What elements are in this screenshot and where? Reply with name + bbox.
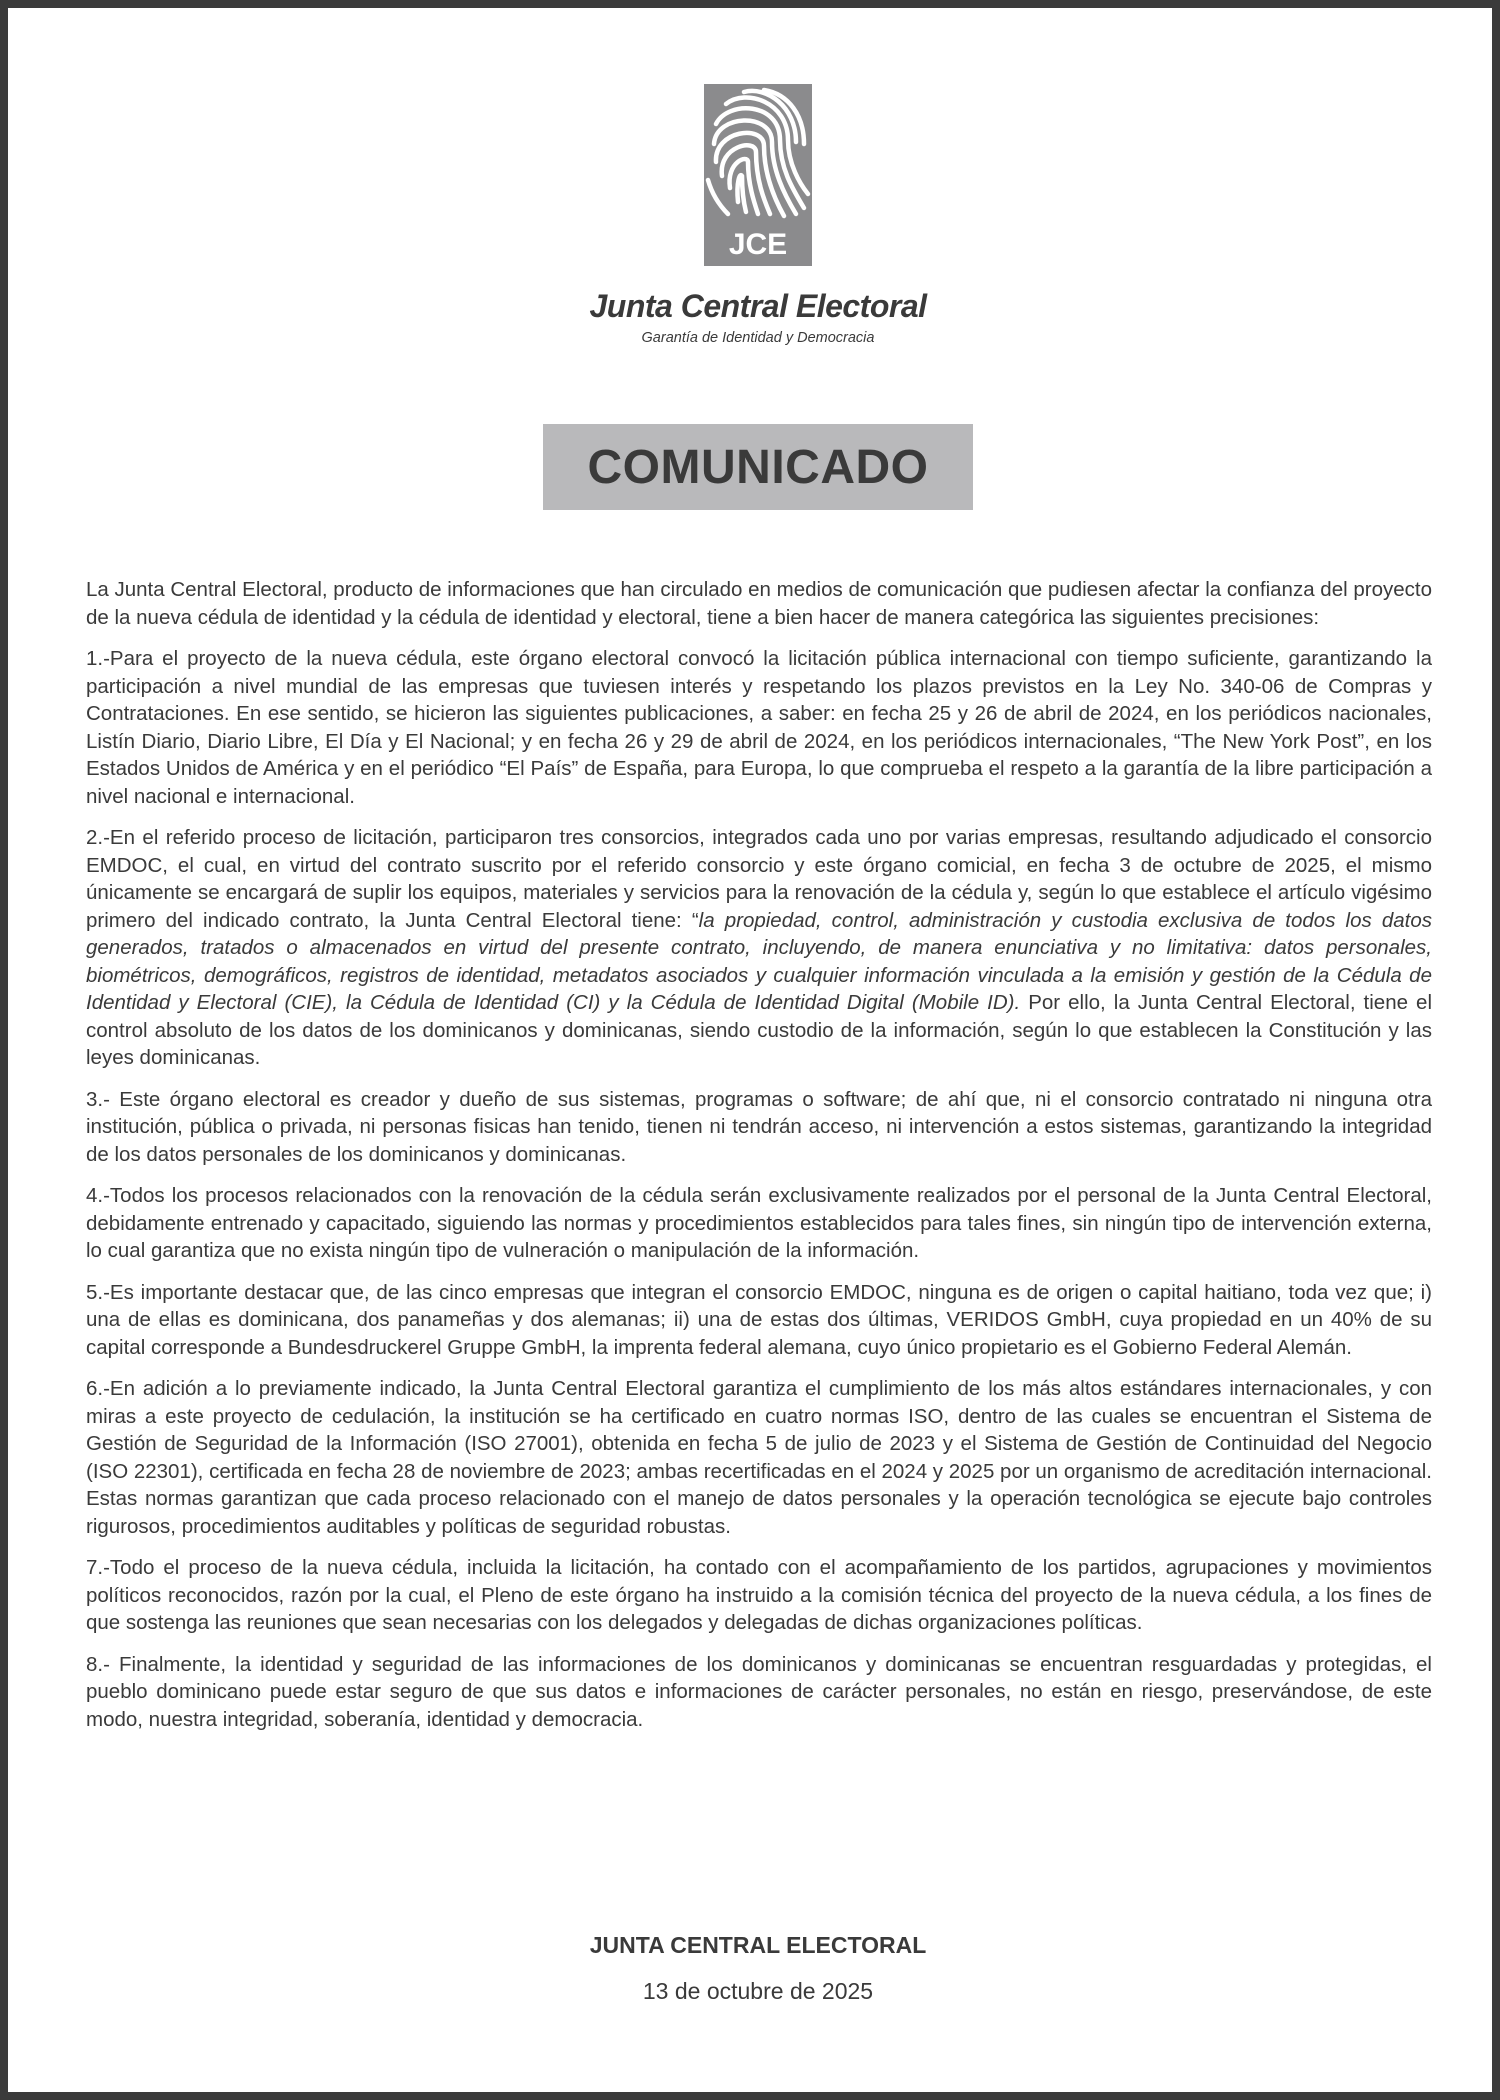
paragraph-2-start: 2.-En el referido proceso de licitación, participaron tres consorcios, integrados cada uno por varias empresas, resultando adjudicado el consorcio EMDOC, el cual, en virtud del contrato suscrito por el referido consorcio y este órgano comicial, en fecha 3 de octubre de 2025, el mismo únicamente se encargará de suplir los equipos, materiales y servicios para la renovación de la cédula y, según lo que establece el artículo vigésimo primero del indicado contrato, la Junta Central Electoral tiene: “ (86, 826, 1432, 932)
paragraph-1: 1.-Para el proyecto de la nueva cédula, este órgano electoral convocó la licitación pública internacional con tiempo suficiente, garantizando la participación a nivel mundial de las empresas que tuviesen interés y respetando los plazos previstos en la Ley No. 340-06 de Compras y Contrataciones. En ese sentido, se hicieron las siguientes publicaciones, a saber: en fecha 25 y 26 de abril de 2024, en los periódicos nacionales, Listín Diario, Diario Libre, El Día y El Nacional; y en fecha 26 y 29 de abril de 2024, en los periódicos internacionales, “The New York Post”, en los Estados Unidos de América y en el periódico “El País” de España, para Europa, lo que comprueba el respeto a la garantía de la libre participación a nivel nacional e internacional. (86, 647, 1432, 808)
communique-body (86, 576, 1432, 1747)
paragraph-3: 3.- Este órgano electoral es creador y dueño de sus sistemas, programas o software; de ahí que, ni el consorcio contratado ni ninguna otra institución, pública o privada, ni personas fisicas han tenido, tienen ni tendrán acceso, ni intervención a estos sistemas, garantizando la integridad de los datos personales de los dominicanos y dominicanas. (86, 1087, 1432, 1166)
paragraph-6: 6.-En adición a lo previamente indicado, la Junta Central Electoral garantiza el cumplimiento de los más altos estándares internacionales, y con miras a este proyecto de cedulación, la institución se ha certificado en cuatro normas ISO, dentro de las cuales se encuentran el Sistema de Gestión de Seguridad de la Información (ISO 27001), obtenida en fecha 5 de julio de 2023 y el Sistema de Gestión de Continuidad del Negocio (ISO 22301), certificada en fecha 28 de noviembre de 2023; ambas recertificadas en el 2024 y 2025 por un organismo de acreditación internacional. Estas normas garantizan que cada proceso relacionado con el manejo de datos personales y la operación tecnológica se ejecute bajo controles rigurosos, procedimientos auditables y políticas de seguridad robustas. (86, 1377, 1432, 1538)
org-name: Junta Central Electoral (589, 288, 927, 324)
org-tagline: Garantía de Identidad y Democracia (641, 330, 875, 346)
paragraph-4: 4.-Todos los procesos relacionados con la renovación de la cédula serán exclusivamente realizados por el personal de la Junta Central Electoral, debidamente entrenado y capacitado, siguiendo las normas y procedimientos establecidos para tales fines, sin ningún tipo de intervención externa, lo cual garantiza que no exista ningún tipo de vulneración o manipulación de la información. (86, 1184, 1432, 1262)
intro-paragraph: La Junta Central Electoral, producto de informaciones que han circulado en medios de comunicación que pudiesen afectar la confianza del proyecto de la nueva cédula de identidad y la cédula de identidad y electoral, tiene a bien hacer de manera categórica las siguientes precisiones: (86, 578, 1432, 629)
paragraph-5: 5.-Es importante destacar que, de las cinco empresas que integran el consorcio EMDOC, ninguna es de origen o capital haitiano, toda vez que; i) una de ellas es dominicana, dos panameñas y dos alemanas; ii) una de estas dos últimas, VERIDOS GmbH, cuya propiedad en un 40% de su capital corresponde a Bundesdruckerel Gruppe GmbH, la imprenta federal alemana, cuyo único propietario es el Gobierno Federal Alemán. (86, 1280, 1432, 1359)
comunicado-banner (543, 424, 973, 510)
fingerprint-icon (704, 84, 812, 266)
signature-name: JUNTA CENTRAL ELECTORAL (589, 1932, 927, 1958)
jce-logo (704, 84, 812, 266)
paragraph-2 (86, 824, 1432, 1072)
contract-quote: la propiedad, control, administración y custodia exclusiva de todos los datos generados, tratados o almacenados en virtud del presente contrato, incluyendo, de manera enunciativa y no limitativa: datos personales, biométricos, demográficos, registros de identidad, metadatos asociados y cualquier información vinculada a la emisión y gestión de la Cédula de Identidad y Electoral (CIE), la Cédula de Identidad (CI) y la Cédula de Identidad Digital (Mobile ID). (86, 908, 1432, 1014)
logo-text: JCE (728, 228, 788, 261)
banner-title: COMUNICADO (587, 440, 929, 494)
paragraph-2-end: Por ello, la Junta Central Electoral, tiene el control absoluto de los datos de los dominicanos y dominicanas, siendo custodio de la información, según lo que establecen la Constitución y las leyes dominicanas. (86, 991, 1432, 1069)
paragraph-7: 7.-Todo el proceso de la nueva cédula, incluida la licitación, ha contado con el acompañamiento de los partidos, agrupaciones y movimientos políticos reconocidos, razón por la cual, el Pleno de este órgano ha instruido a la comisión técnica del proyecto de la nueva cédula, a los fines de que sostenga las reuniones que sean necesarias con los delegados y delegadas de dichas organizaciones políticas. (86, 1556, 1432, 1634)
paragraph-8: 8.- Finalmente, la identidad y seguridad de las informaciones de los dominicanos y dominicanas se encuentran resguardadas y protegidas, el pueblo dominicano puede estar seguro de que sus datos e informaciones de carácter personales, no están en riesgo, preservándose, de este modo, nuestra integridad, soberanía, identidad y democracia. (86, 1652, 1432, 1731)
signature-date: 13 de octubre de 2025 (642, 1978, 874, 2004)
